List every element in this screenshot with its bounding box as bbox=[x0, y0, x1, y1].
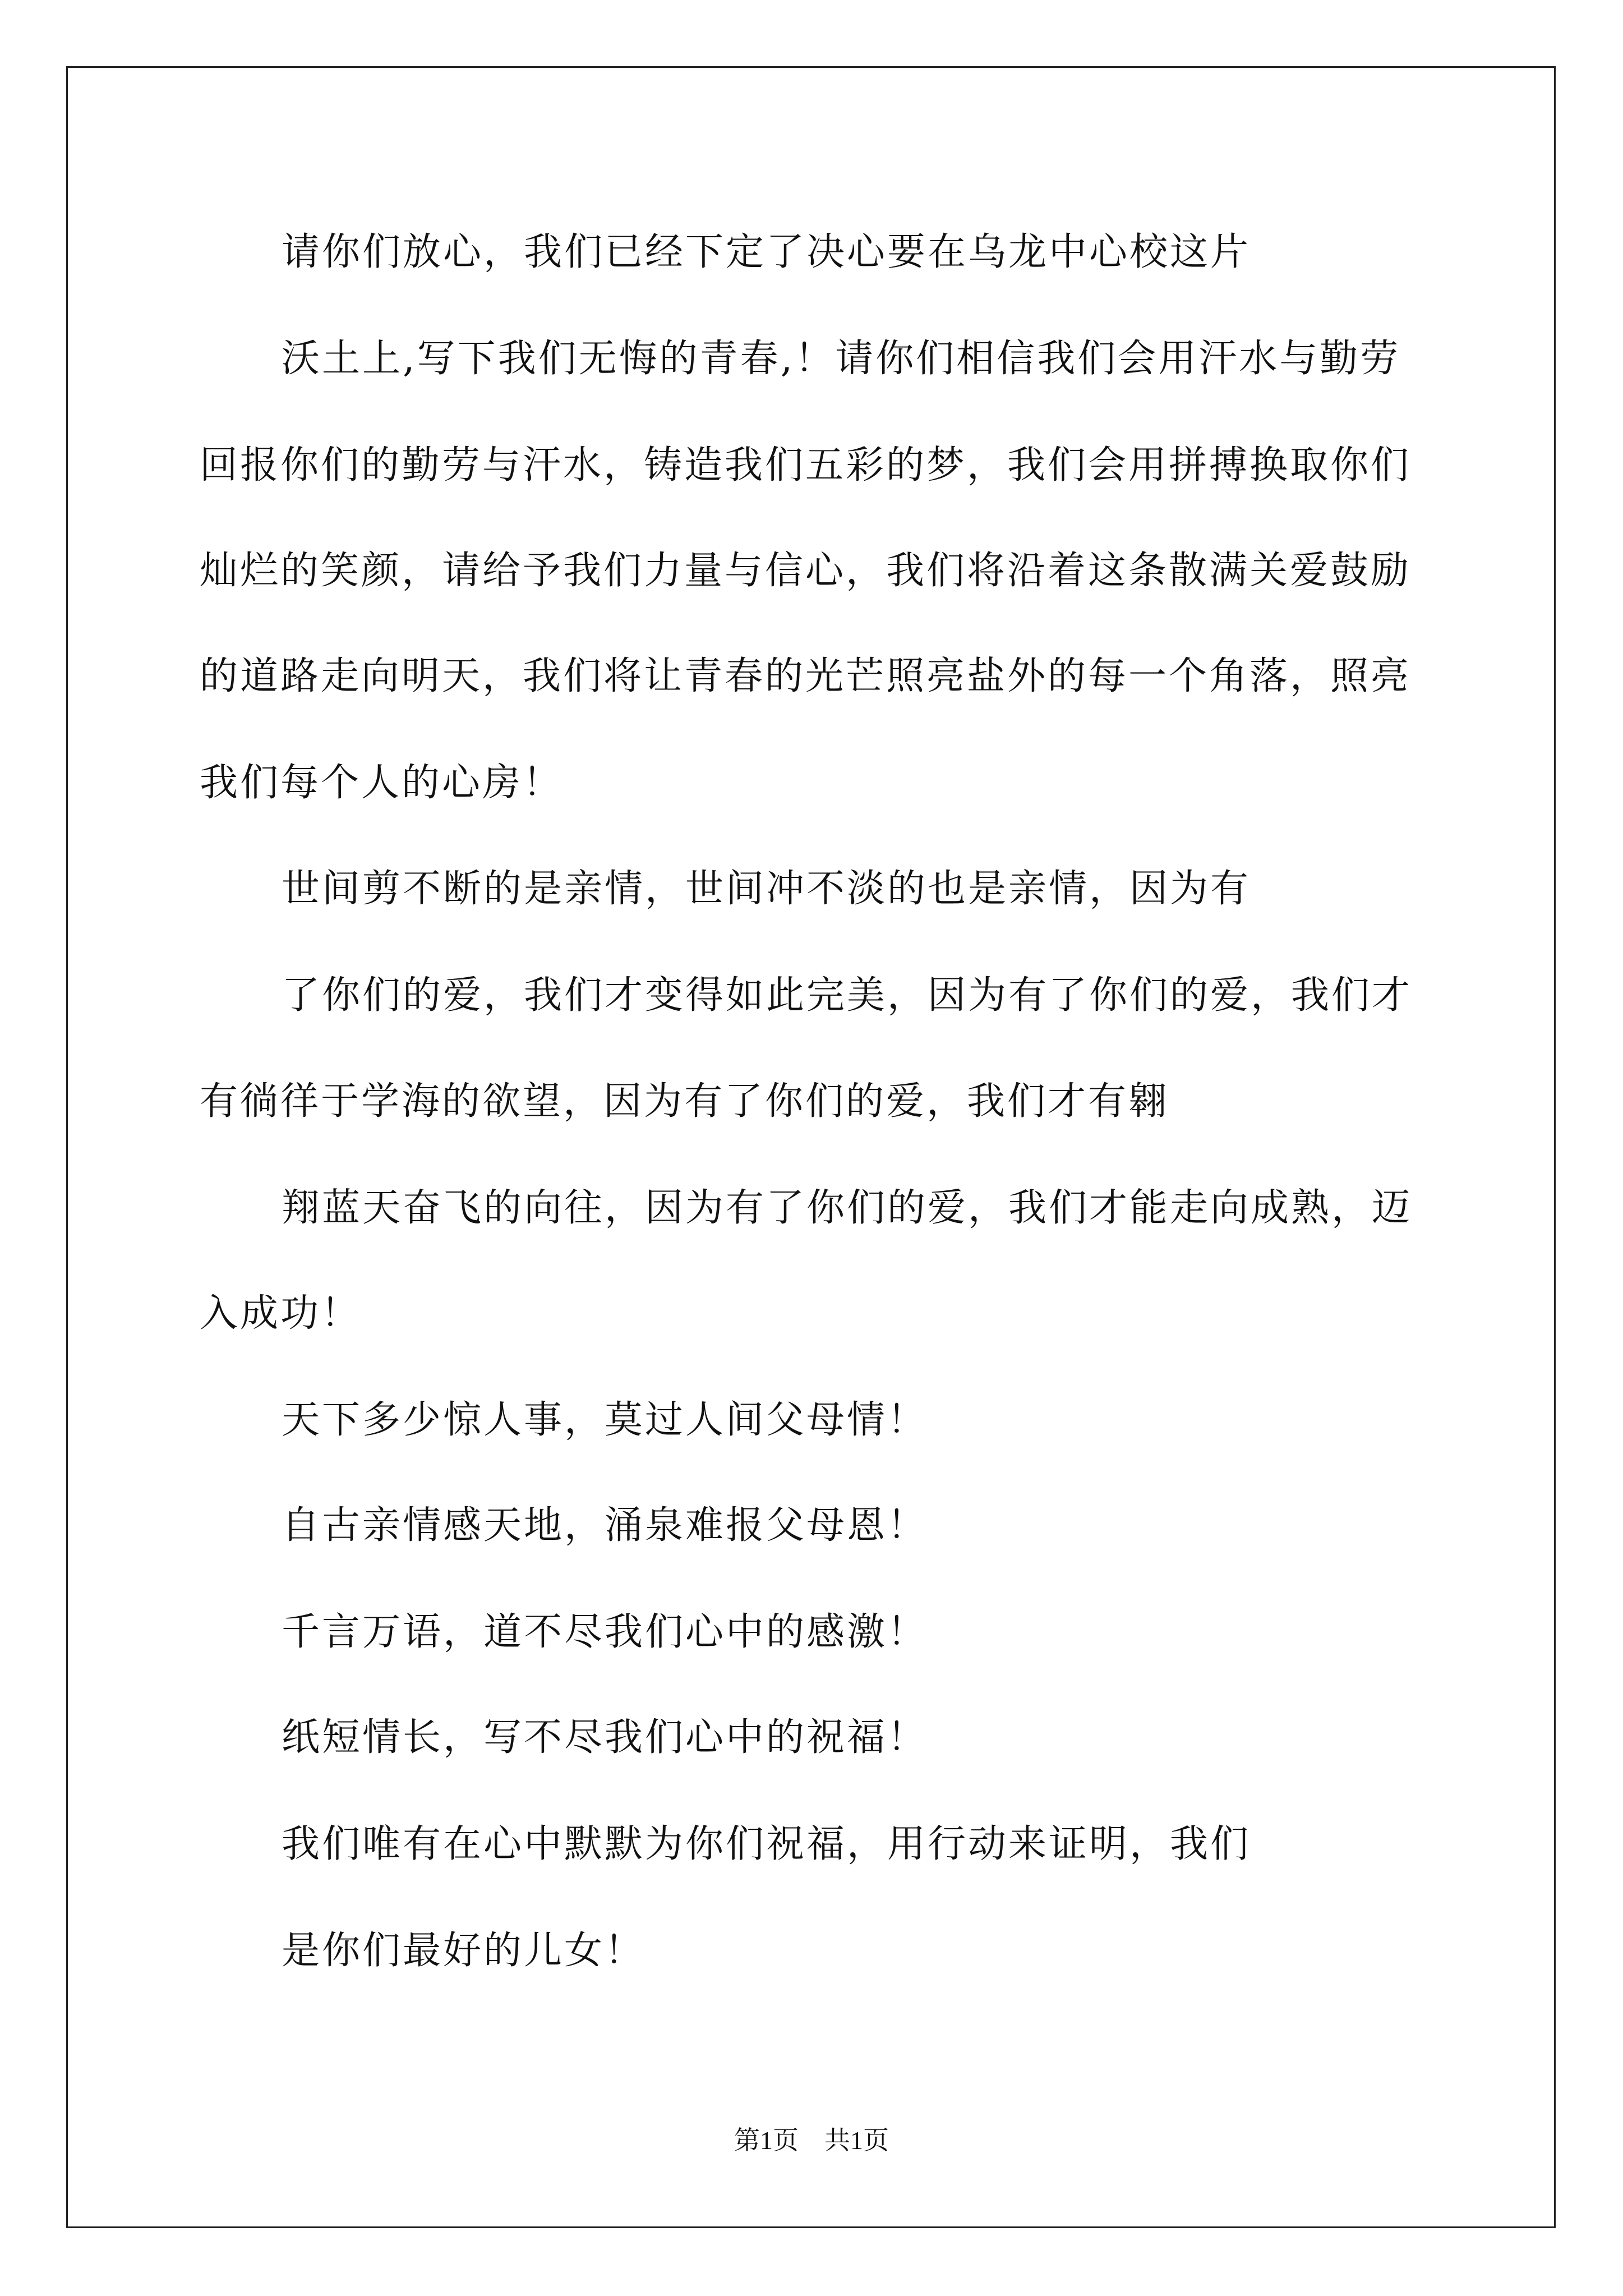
page-border bbox=[66, 66, 1556, 2228]
body-line-11: 入成功！ bbox=[200, 1291, 362, 1336]
body-line-8: 了你们的爱，我们才变得如此完美，因为有了你们的爱，我们才 bbox=[282, 973, 1413, 1018]
body-line-4: 灿烂的笑颜，请给予我们力量与信心，我们将沿着这条散满关爱鼓励 bbox=[200, 549, 1412, 593]
body-line-14: 千言万语，道不尽我们心中的感激！ bbox=[282, 1610, 928, 1654]
body-line-5: 的道路走向明天，我们将让青春的光芒照亮盐外的每一个角落，照亮 bbox=[200, 654, 1412, 698]
body-line-10: 翔蓝天奋飞的向往，因为有了你们的爱，我们才能走向成熟，迈 bbox=[282, 1186, 1413, 1230]
body-line-9: 有徜徉于学海的欲望，因为有了你们的爱，我们才有翱 bbox=[200, 1079, 1169, 1124]
body-line-17: 是你们最好的儿女！ bbox=[282, 1929, 645, 1973]
body-line-7: 世间剪不断的是亲情，世间冲不淡的也是亲情，因为有 bbox=[282, 867, 1251, 911]
body-line-15: 纸短情长，写不尽我们心中的祝福！ bbox=[282, 1715, 928, 1760]
body-line-2: 沃土上,写下我们无悔的青春,！请你们相信我们会用汗水与勤劳 bbox=[282, 337, 1401, 381]
page-number-footer: 第1页 共1页 bbox=[734, 2126, 889, 2155]
body-line-3: 回报你们的勤劳与汗水，铸造我们五彩的梦，我们会用拼搏换取你们 bbox=[200, 443, 1412, 487]
body-line-16: 我们唯有在心中默默为你们祝福，用行动来证明，我们 bbox=[282, 1822, 1251, 1866]
body-line-1: 请你们放心，我们已经下定了决心要在乌龙中心校这片 bbox=[282, 230, 1251, 274]
body-line-12: 天下多少惊人事，莫过人间父母情！ bbox=[282, 1398, 928, 1442]
body-line-6: 我们每个人的心房！ bbox=[200, 761, 564, 805]
body-line-13: 自古亲情感天地，涌泉难报父母恩！ bbox=[282, 1503, 928, 1548]
